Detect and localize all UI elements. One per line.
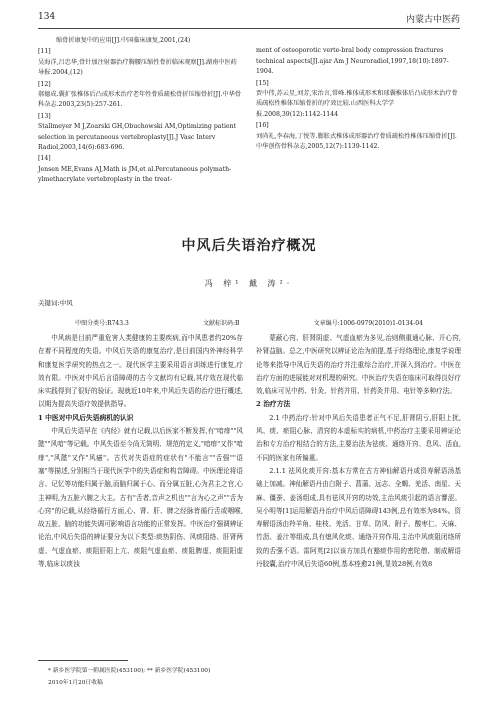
reference-item: [13]Stallmeyer M J,Zoarski GH,Obuchowski AM,Optimizing patient selection in percutaneous vertebroplasty[J].J Vasc Interv Radiol,2003,14(6):683-696. [38,112,237,152]
article-authors: 冯 梓¹ 戴 涛²· [204,279,294,288]
reference-item: [11]吴海洋,吕忠华,骨针加注射器治疗胸腰压缩性骨折临床观察[J].湖南中医药导报.2004,(12) [38,48,237,77]
header-rule [38,28,460,29]
article-number: 文章编号:1006-0979(2010)1-0134-04 [313,320,423,327]
reference-item: 缩骨折康复中的应用[J].中国临床康复,2001,(24) [56,37,191,44]
reference-item: [16]刘尚礼,李春海,丁悦等.膨胀式椎体成形器治疗骨质疏松性椎体压缩骨折[J].中华创伤骨科杂志,2005,12(7):1139-1142. [256,122,457,151]
reference-item: ment of osteoporotic verte-bral body compression fractures technical aspects[J].ajar Am J Neuroradiol,1997,18(10):1897-1904. [256,47,449,76]
section-heading: 1 中医对中风后失语病机的认识 [38,413,134,422]
paragraph: 蒙蔽心窍、肝肾阴虚、气虚血瘀为多见,治则侧重通心脉、开心窍,补肾益脑。总之,中医研究以辨证论治为前提,基于经络理论,康复学说理论等来指导中风后失语的治疗并注重综合治疗,并深入到治疗。中医在治疗方面的进展能对对机理的研究。中医治疗失语在临床可取得良好疗效,临床可见中药、针灸、针药并用、针药灸并用、电针等多种疗法。 [256,334,461,396]
reference-item: [15]贾中伟,苏云星,刘芳,宋治言,常峰.椎体成形术和球囊椎体后凸成形术治疗骨质疏松性椎体压缩骨折的疗效比较.山西医科大学学报.2008,39(12):1142-1144 [256,79,458,118]
article-title: 中风后失语治疗概况 [181,238,317,254]
document-code: 文献标识码:B [202,320,240,327]
footnote-rule [38,660,128,661]
references-right [256,36,460,153]
references-left [38,36,243,187]
clc-number: 中图分类号:R743.3 [75,320,129,327]
journal-name: 内蒙古中医药 [405,15,460,25]
footnote-received: 2010年1月20日收稿 [48,680,103,686]
classification-line [38,318,460,327]
page-number: 134 [38,12,56,22]
section-heading: 2 治疗方法 [256,400,291,409]
reference-item: [12]郝德成.囊扩张椎体后凸成形术治疗老年性骨质疏松骨折压缩骨折[J].中华骨科杂志.2003,23(5):257-261. [38,80,242,109]
paragraph: 中风后失语早在《内经》就有记载,以后医家不断发挥,有"喑痱""风懿""风喑"等记载。中风失语至今尚无简明、规范的定义,"喑痱"又作"喑痱","风懿"又作"风癔"。古代对失语症的症状有"不能言""舌强""语塞"等描述,分别相当于现代医学中的失语症和构音障碍。中医理论将语言、记忆等功能归属于脑,而脑归属于心、而分属五脏,心为君主之官,心主神明,为五脏六腑之大主。古有"舌者,音声之机也""言为心之声""舌为心窍"的记载,从经络循行方面,心、肾、肝、脾之经脉皆循行舌或咽喉,故五脏、脑的功能失调可影响语言功能的正常发挥。中医治疗强调辨证论治,中风后失语的辨证要分为以下类型:痰热阴伤、风痰阻络、肝肾两虚、气虚血瘀、痰阻肝阳上亢、痰阻气虚血瘀、痰阻脾虚、痰阻阳虚等,临床以痰浊 [38,427,243,569]
paragraph: 2.1 中药治疗:针对中风后失语患者正气不足,肝肾阴亏,肝阳上扰,风、痰、瘀阻心脉、清窍的本虚标实的病机,中药治疗主要采用辨证论治和专方治疗相结合的方法,主要治法为祛痰、通络开窍、息风、活血,不同的医家有所偏重。 [256,413,461,462]
body-column-right [256,332,461,571]
paragraph: 中风病是目前严重危害人类健康的主要疾病,而中风患者约20%存在着不同程度的失语。中风后失语的康复治疗,是目前国内外神经科学和康复医学研究的热点之一。现代医学主要采用语言训练进行康复,疗效有限。中医对中风后言语障碍的古今文献均有记载,其疗效在现代临床实践得到了很好的验证。现就近10年来,中风后失语的治疗进行概述,以期为提高失语疗效提供指导。 [38,334,243,409]
footnote-affiliation: * 新乡医学院第一附属医院(453100); ** 新乡医学院(453100) [48,668,211,674]
body-column-left [38,332,243,571]
paragraph: 2.1.1 祛风化痰开窍:基本方常在古方神仙解语丹或资寿解语汤基础上加减。神仙解语丹由白附子、菖蒲、远志、全蝎、羌活、南星、天麻、僵蚕、姜汤组成,具有祛风开窍的功效,主治风痰引起的语言謇涩。吴小明等[1]运用解语丹治疗中风后语障碍143例,总有效率为84%。资寿解语汤由羚羊角、桂枝、羌活、甘草、防风、附子、酸枣仁、天麻、竹沥、姜汁等组成,具有熄风化痰、通络开窍作用,主治中风痰阻闭络所致的舌强不语。雷阿英[2]以该方加具有豁痰作用的密陀僧、制成解语丹胶囊,治疗中风后失语60例,基本痊愈21例,显效28例,有效8 [256,466,461,569]
reference-item: [14]Jensen ME,Evans AJ,Math is JM,et al.Percutaneous polymath-ylmethacrylate vertebroplasty in the treat- [38,155,232,184]
keywords: 关键词:中风 [38,299,73,307]
